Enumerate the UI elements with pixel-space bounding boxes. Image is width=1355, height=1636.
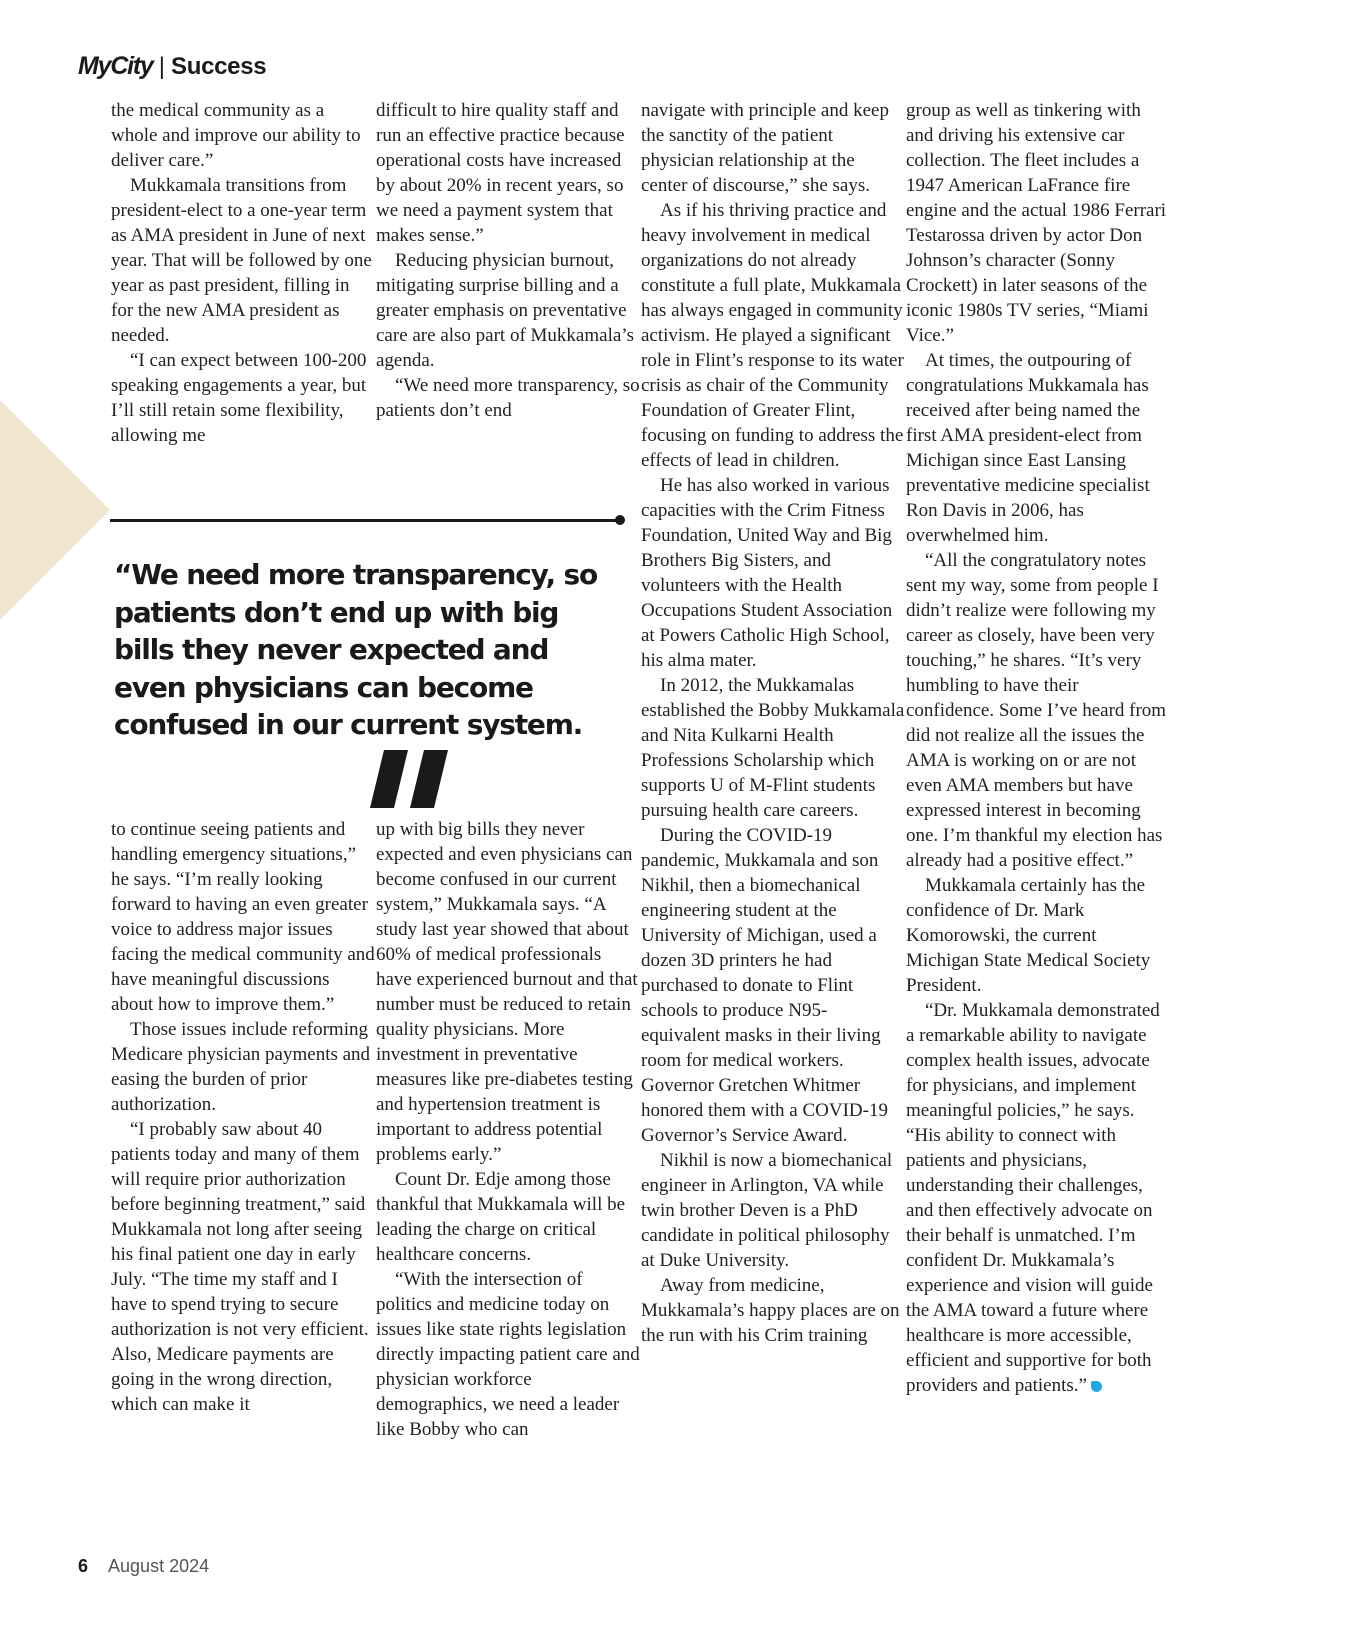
- paragraph: In 2012, the Mukkamalas established the Bobby Mukkamala and Nita Kulkarni Health Professions Scholarship which supports U of M-Flint students pursuing health care careers.: [641, 675, 905, 821]
- pullquote-rule-dot: [615, 515, 625, 525]
- paragraph: Count Dr. Edje among those thankful that Mukkamala will be leading the charge on critical healthcare concerns.: [376, 1169, 626, 1265]
- paragraph: group as well as tinkering with and driving his extensive car collection. The fleet includes a 1947 American LaFrance fire engine and the actual 1986 Ferrari Testarossa driven by actor Don Johnson’s character (Sonny Crockett) in later seasons of the iconic 1980s TV series, “Miami Vice.”: [906, 100, 1167, 346]
- section-name: Success: [171, 53, 267, 80]
- column-2-bottom: [376, 817, 640, 1442]
- paragraph: difficult to hire quality staff and run an effective practice because operational costs have increased by about 20% in recent years, so we need a payment system that makes sense.”: [376, 100, 625, 246]
- decorative-triangle: [0, 400, 110, 620]
- paragraph: “All the congratulatory notes sent my way, some from people I didn’t realize were following my career as closely, have been very touching,” he shares. “It’s very humbling to have their confidence. Some I’ve heard from did not realize all the issues the AMA is working on or are not even AMA members but have expressed interest in becoming one. I’m thankful my election has already had a positive effect.”: [906, 550, 1167, 871]
- header-separator: |: [158, 53, 165, 80]
- paragraph: He has also worked in various capacities with the Crim Fitness Foundation, United Way and Big Brothers Big Sisters, and volunteers with the Health Occupations Student Association at Powers Catholic High School, his alma mater.: [641, 475, 893, 671]
- paragraph: “We need more transparency, so patients don’t end: [376, 375, 640, 421]
- pull-quote: “We need more transparency, so patients don’t end up with big bills they never expected and even physicians can become confused in our current system.: [114, 558, 598, 741]
- pullquote-rule: [110, 519, 619, 522]
- column-2-top: [376, 98, 640, 423]
- paragraph: As if his thriving practice and heavy involvement in medical organizations do not already constitute a full plate, Mukkamala has always engaged in community activism. He played a significant role in Flint’s response to its water crisis as chair of the Community Foundation of Greater Flint, focusing on funding to address the effects of lead in children.: [641, 200, 904, 471]
- paragraph: At times, the outpouring of congratulations Mukkamala has received after being named the first AMA president-elect from Michigan since East Lansing preventative medicine specialist Ron Davis in 2006, has overwhelmed him.: [906, 350, 1150, 546]
- magazine-header: [78, 52, 266, 84]
- end-of-article-icon: [1091, 1381, 1102, 1392]
- paragraph: up with big bills they never expected and even physicians can become confused in our current system,” Mukkamala says. “A study last year showed that about 60% of medical professionals have experienced burnout and that number must be reduced to retain quality physicians. More investment in preventative measures like pre-diabetes testing and hypertension treatment is important to address potential problems early.”: [376, 819, 638, 1165]
- paragraph: Reducing physician burnout, mitigating surprise billing and a greater emphasis on preventative care are also part of Mukkamala’s agenda.: [376, 250, 634, 371]
- paragraph: “I can expect between 100-200 speaking engagements a year, but I’ll still retain some flexibility, allowing me: [111, 350, 367, 446]
- column-4: [906, 98, 1170, 1398]
- column-1-bottom: [111, 817, 375, 1417]
- paragraph: “Dr. Mukkamala demonstrated a remarkable ability to navigate complex health issues, advocate for physicians, and implement meaningful policies,” he says. “His ability to connect with patients and physicians, understanding their challenges, and then effectively advocate on their behalf is unmatched. I’m confident Dr. Mukkamala’s experience and vision will guide the AMA toward a future where healthcare is more accessible, efficient and supportive for both providers and patients.”: [906, 1000, 1160, 1396]
- paragraph: to continue seeing patients and handling emergency situations,” he says. “I’m really looking forward to having an even greater voice to address major issues facing the medical community and have meaningful discussions about how to improve them.”: [111, 819, 375, 1015]
- brand-logo: MyCity: [78, 52, 153, 80]
- column-3: [641, 98, 905, 1348]
- closing-quote-icon: [370, 750, 450, 810]
- paragraph: Nikhil is now a biomechanical engineer in Arlington, VA while twin brother Deven is a PhD candidate in political philosophy at Duke University.: [641, 1150, 893, 1271]
- paragraph: Those issues include reforming Medicare physician payments and easing the burden of prior authorization.: [111, 1019, 371, 1115]
- issue-date: August 2024: [108, 1556, 210, 1576]
- paragraph: Mukkamala transitions from president-elect to a one-year term as AMA president in June of next year. That will be followed by one year as past president, filling in for the new AMA president as needed.: [111, 175, 372, 346]
- page-number: 6: [78, 1556, 89, 1576]
- paragraph: the medical community as a whole and improve our ability to deliver care.”: [111, 100, 361, 171]
- paragraph: “With the intersection of politics and medicine today on issues like state rights legislation directly impacting patient care and physician workforce demographics, we need a leader like Bobby who can: [376, 1269, 640, 1440]
- column-1-top: [111, 98, 375, 448]
- paragraph: Away from medicine, Mukkamala’s happy places are on the run with his Crim training: [641, 1275, 900, 1346]
- paragraph: navigate with principle and keep the sanctity of the patient physician relationship at the center of discourse,” she says.: [641, 100, 889, 196]
- paragraph: During the COVID-19 pandemic, Mukkamala and son Nikhil, then a biomechanical engineering student at the University of Michigan, used a dozen 3D printers he had purchased to donate to Flint schools to produce N95-equivalent masks in their living room for medical workers. Governor Gretchen Whitmer honored them with a COVID-19 Governor’s Service Award.: [641, 825, 888, 1146]
- paragraph: “I probably saw about 40 patients today and many of them will require prior authorization before beginning treatment,” said Mukkamala not long after seeing his final patient one day in early July. “The time my staff and I have to spend trying to secure authorization is not very efficient. Also, Medicare payments are going in the wrong direction, which can make it: [111, 1119, 369, 1415]
- page-footer: [78, 1556, 209, 1577]
- paragraph: Mukkamala certainly has the confidence of Dr. Mark Komorowski, the current Michigan State Medical Society President.: [906, 875, 1151, 996]
